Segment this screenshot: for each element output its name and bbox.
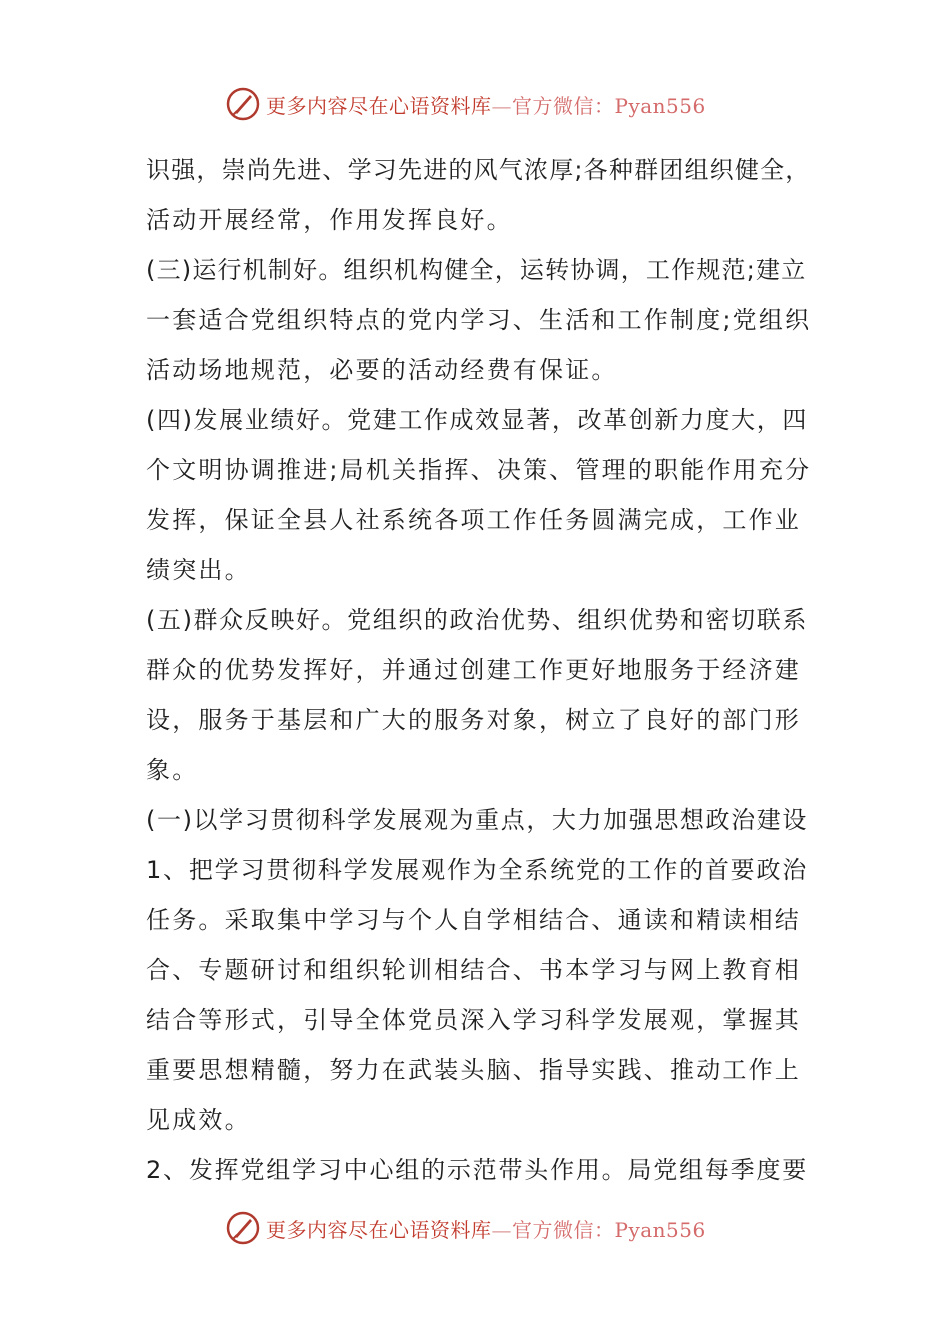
text-line: (五)群众反映好。党组织的政治优势、组织优势和密切联系 (146, 606, 808, 634)
text-line: 重要思想精髓，努力在武装头脑、指导实践、推动工作上 (146, 1056, 801, 1084)
footer-banner (226, 1208, 706, 1248)
text-line: 合、专题研讨和组织轮训相结合、书本学习与网上教育相 (146, 956, 801, 984)
text-line: (四)发展业绩好。党建工作成效显著，改革创新力度大，四 (146, 406, 808, 434)
text-line: 群众的优势发挥好，并通过创建工作更好地服务于经济建 (146, 656, 801, 684)
text-line: 2、发挥党组学习中心组的示范带头作用。局党组每季度要 (146, 1156, 809, 1184)
text-line: 活动场地规范，必要的活动经费有保证。 (146, 356, 618, 384)
text-line: 结合等形式，引导全体党员深入学习科学发展观，掌握其 (146, 1006, 801, 1034)
text-line: 1、把学习贯彻科学发展观作为全系统党的工作的首要政治 (146, 856, 809, 884)
text-line: 见成效。 (146, 1106, 251, 1134)
document-body (146, 145, 810, 1195)
header-banner (226, 84, 706, 124)
footer-wechat: 官方微信：Pyan556 (512, 1217, 706, 1242)
text-line: 设，服务于基层和广大的服务对象，树立了良好的部门形 (146, 706, 801, 734)
text-line: 发挥，保证全县人社系统各项工作任务圆满完成，工作业 (146, 506, 801, 534)
text-line: 绩突出。 (146, 556, 251, 584)
text-line: 活动开展经常，作用发挥良好。 (146, 206, 513, 234)
header-dash: — (491, 93, 512, 118)
text-line: 任务。采取集中学习与个人自学相结合、通读和精读相结 (146, 906, 801, 934)
text-line: (三)运行机制好。组织机构健全，运转协调，工作规范;建立 (146, 256, 807, 284)
text-line: 识强，崇尚先进、学习先进的风气浓厚;各种群团组织健全， (146, 156, 811, 184)
footer-dash: — (491, 1217, 512, 1242)
text-line: (一)以学习贯彻科学发展观为重点，大力加强思想政治建设 (146, 806, 808, 834)
footer-main: 更多内容尽在心语资料库 (266, 1217, 492, 1242)
text-line: 象。 (146, 756, 199, 784)
text-line: 一套适合党组织特点的党内学习、生活和工作制度;党组织 (146, 306, 812, 334)
header-main: 更多内容尽在心语资料库 (266, 93, 492, 118)
header-wechat: 官方微信：Pyan556 (512, 93, 706, 118)
quill-logo-icon (226, 87, 260, 121)
footer-text (266, 1214, 706, 1243)
header-text (266, 90, 706, 119)
quill-logo-icon (226, 1211, 260, 1245)
text-line: 个文明协调推进;局机关指挥、决策、管理的职能作用充分 (146, 456, 812, 484)
